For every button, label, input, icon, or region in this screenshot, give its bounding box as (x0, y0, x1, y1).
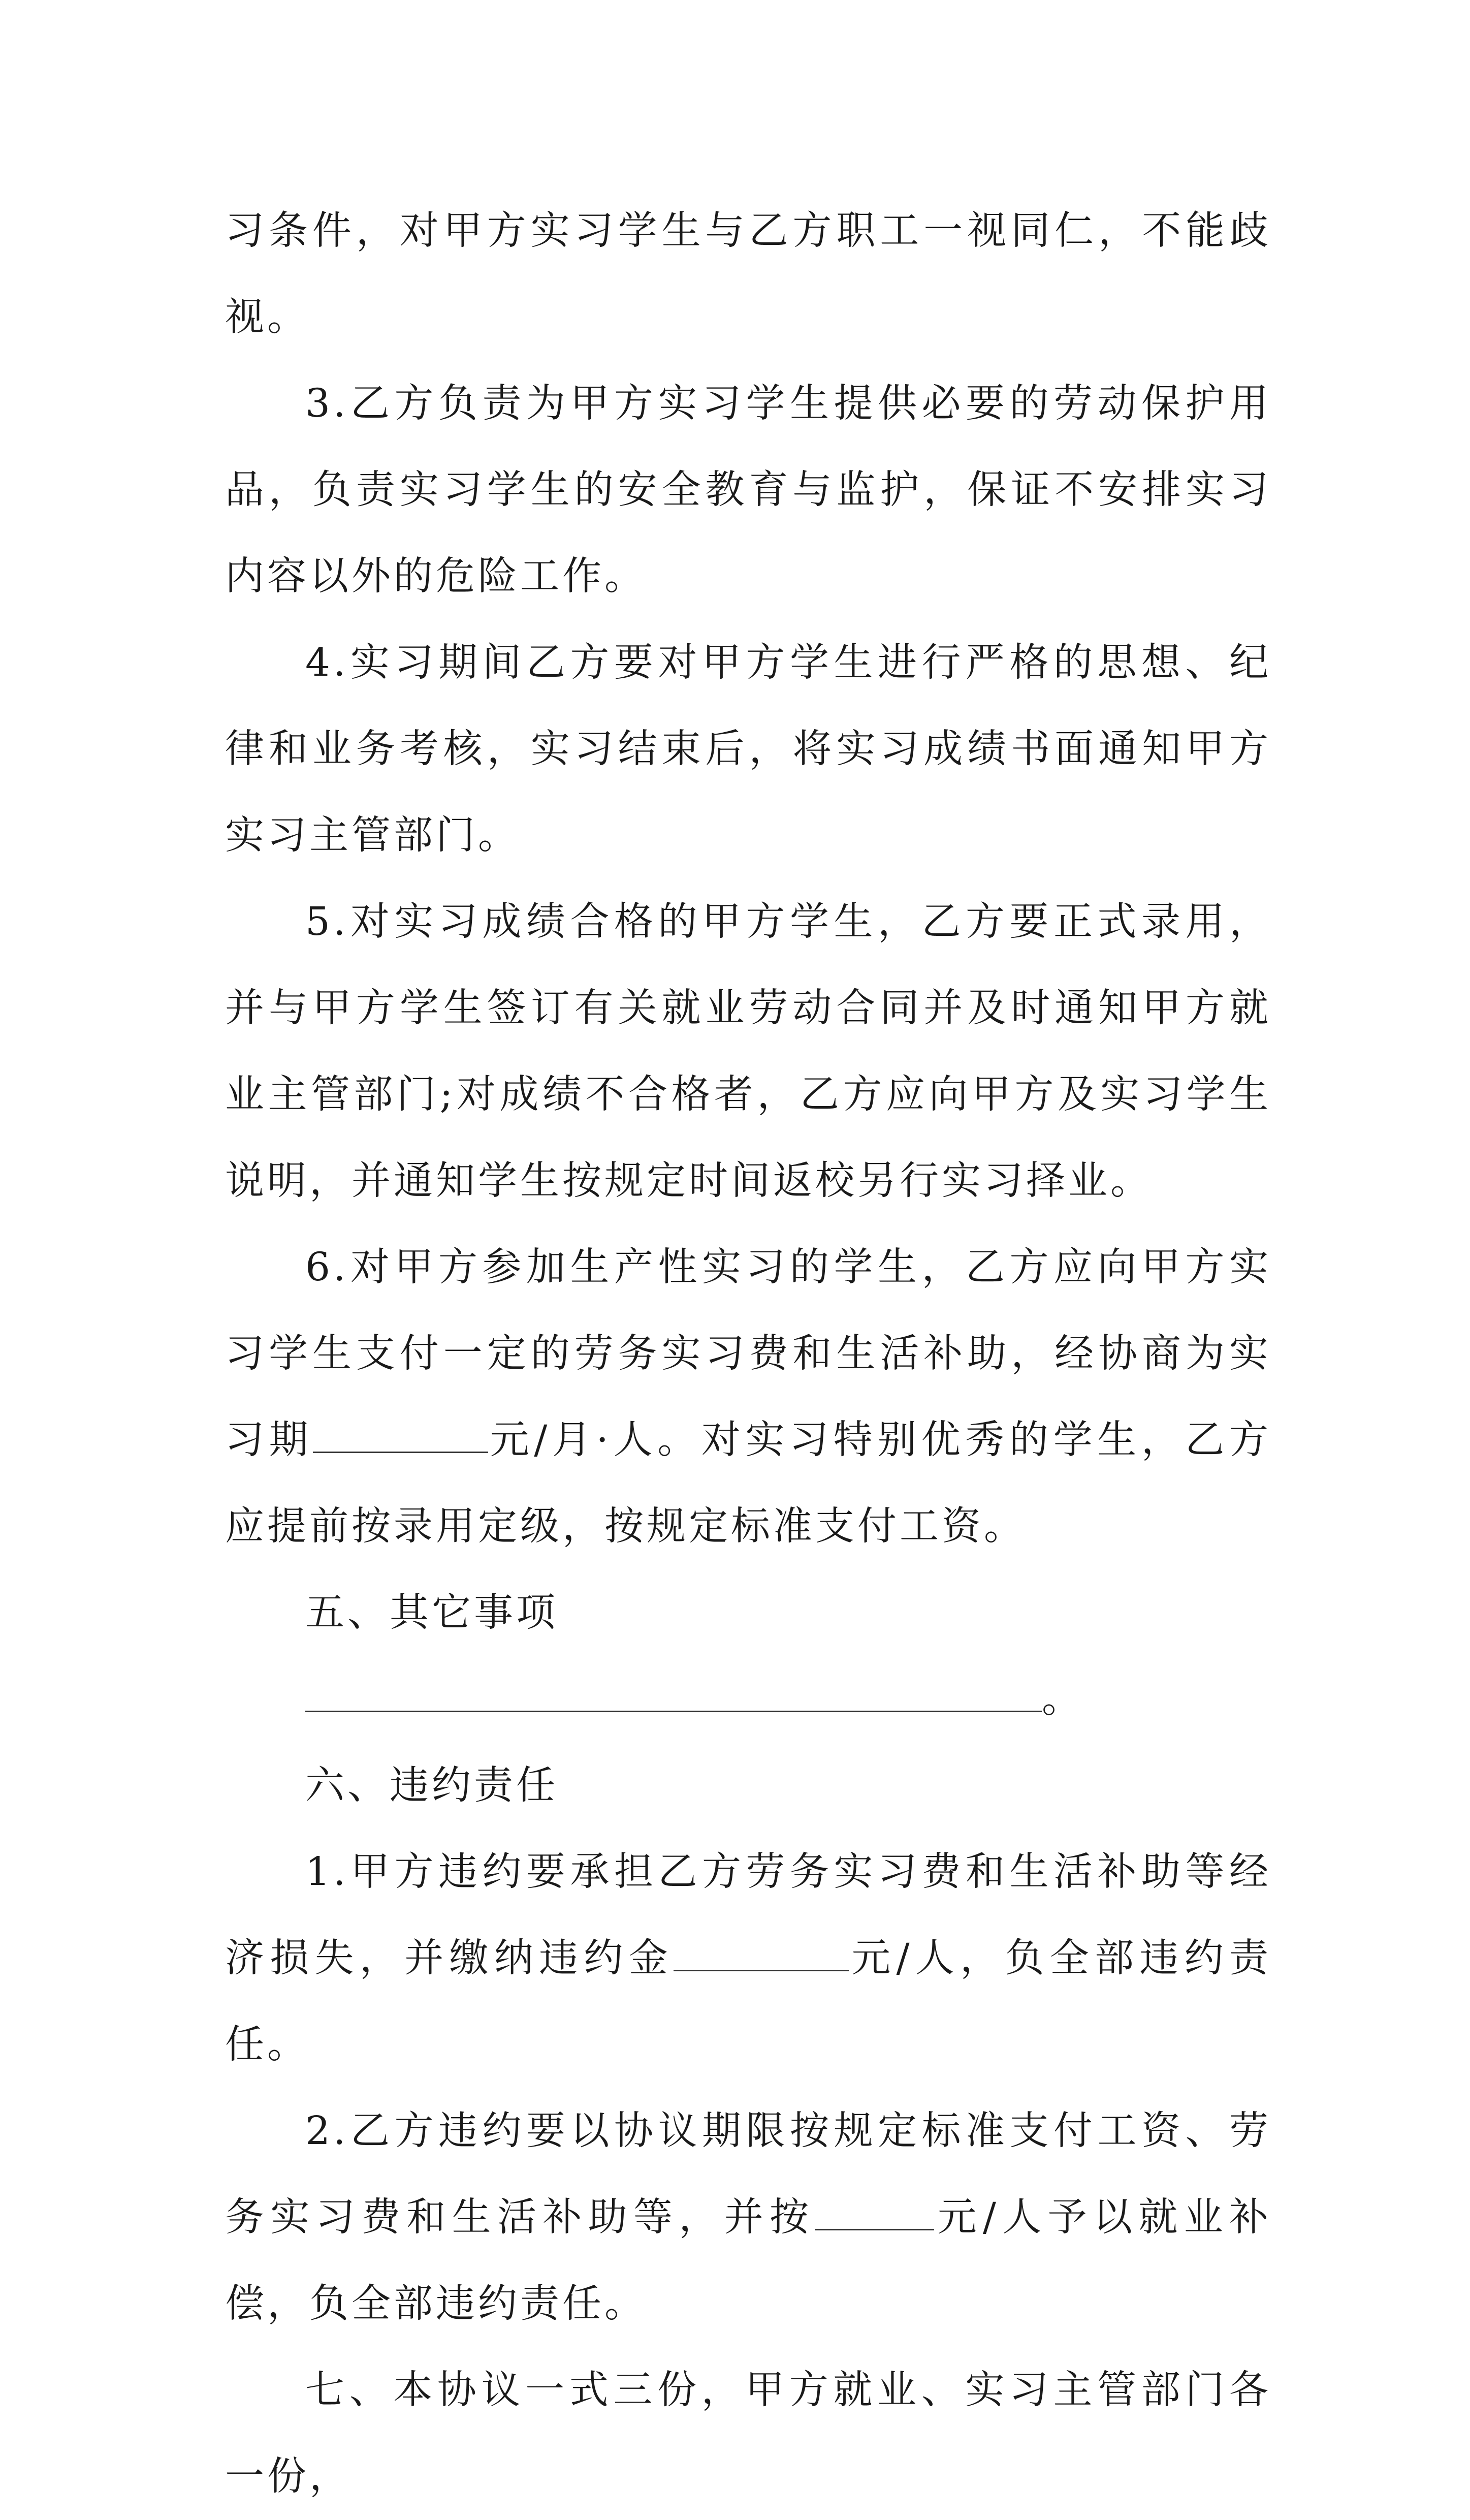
heading-text: 六、违约责任 (305, 1763, 558, 1808)
clause-4 (225, 620, 1271, 879)
heading-text: 五、其它事项 (305, 1590, 558, 1635)
paragraph-text: 1.甲方违约要承担乙方劳务实习费和生活补助等经济损失，并缴纳违约金 (225, 1849, 1271, 1981)
clause-5 (225, 879, 1271, 1224)
paragraph-continuation (225, 188, 1271, 361)
section-6-heading (225, 1743, 1271, 1829)
paragraph-text: 2.乙方违约要以协议期限按规定标准支付工资、劳务实习费和生活补助等，并按 (225, 2108, 1271, 2240)
paragraph-text: 元/月·人。对实习特别优秀的学生，乙方应提前按录用定级，按规定标准支付工资。 (225, 1418, 1272, 1549)
fill-in-blank (674, 1934, 849, 1971)
fill-in-blank (313, 1416, 488, 1453)
document-body (225, 188, 1271, 2520)
paragraph-text: 4.实习期间乙方要对甲方学生进行严格的思想、纪律和业务考核，实习结束后，将实习成绩书面通知甲方实习主管部门。 (225, 640, 1271, 858)
liability-clause-1 (225, 1829, 1271, 2088)
fill-in-blank (815, 2193, 934, 2230)
paragraph-text: 6.对甲方参加生产性实习的学生，乙方应向甲方实习学生支付一定的劳务实习费和生活补助，经协商为实习期 (225, 1245, 1271, 1463)
section-7-heading (225, 2347, 1271, 2520)
paragraph-text: 习条件，对甲方实习学生与乙方职工一视同仁，不能歧视。 (225, 208, 1271, 340)
paragraph-text: 元/人，负全部违约责任。 (225, 1936, 1271, 2067)
paragraph-text: 5.对实习成绩合格的甲方学生，乙方要正式录用，并与甲方学生签订有关就业劳动合同并及时通知甲方就业主管部门;对成绩不合格者，乙方应向甲方及实习学生说明，并通知学生按规定时间返校另行实习择业。 (225, 899, 1271, 1204)
clause-6 (225, 1224, 1271, 1570)
liability-clause-2 (225, 2088, 1271, 2347)
section-5-heading (225, 1570, 1271, 1656)
heading-text: 七、本协议一式三份，甲方就业、实习主管部门各一份， (225, 2368, 1271, 2499)
other-matters-line (225, 1656, 1271, 1743)
paragraph-text: 元/人予以就业补偿，负全部违约责任。 (225, 2195, 1272, 2326)
paragraph-text: 3.乙方负责为甲方实习学生提供必要的劳动保护用品，负责实习学生的安全教育与监护，保证不安排实习内容以外的危险工作。 (225, 381, 1271, 599)
clause-3 (225, 361, 1271, 620)
punctuation: 。 (1042, 1677, 1084, 1722)
fill-in-blank (305, 1675, 1042, 1712)
